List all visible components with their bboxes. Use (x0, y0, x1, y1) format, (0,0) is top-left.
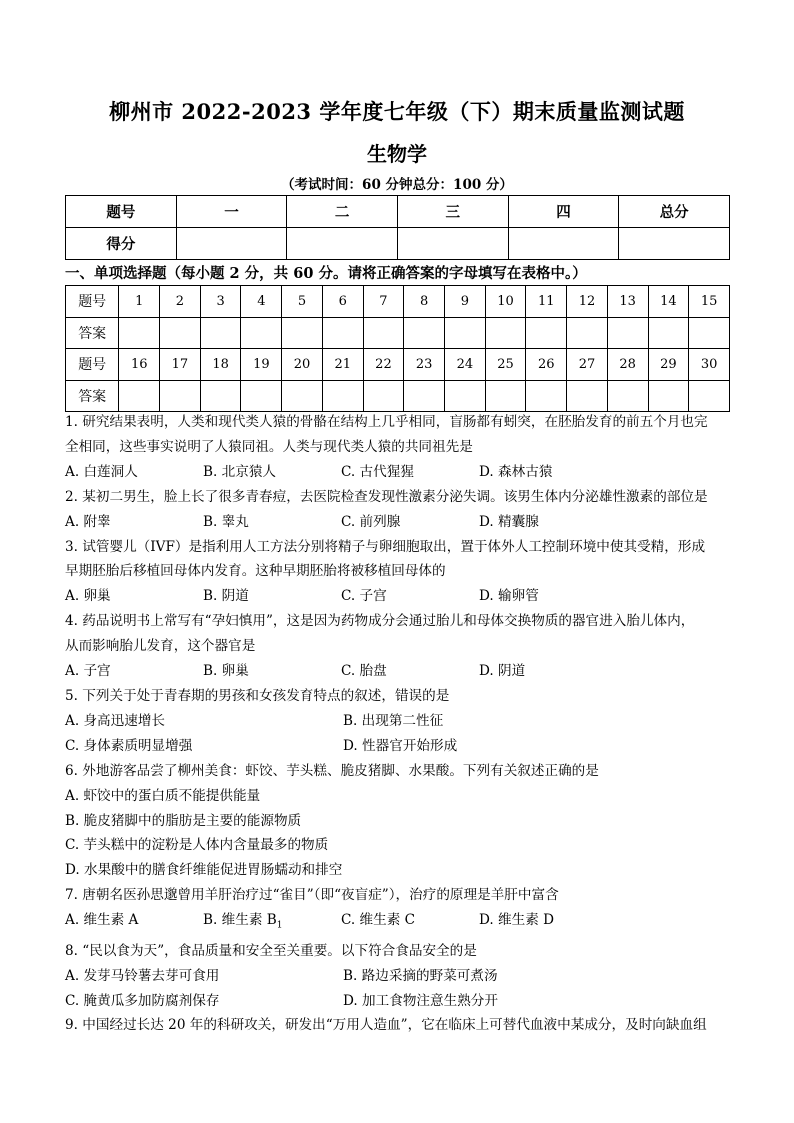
score-value-row (66, 228, 730, 260)
option-c: C. 前列腺 (341, 513, 401, 530)
question-number: 19 (241, 349, 282, 381)
score-header-row (66, 196, 730, 228)
option-b-subscript: 1 (276, 920, 283, 931)
option-a: A. 附睾 (65, 513, 111, 530)
option-d: D. 维生素 D (479, 912, 555, 929)
question-3-options (65, 584, 733, 609)
answer-cell[interactable] (445, 380, 486, 412)
answer-cell[interactable] (363, 380, 404, 412)
option-b: B. 脆皮猪脚中的脂肪是主要的能源物质 (65, 812, 302, 829)
question-8-options-cd (65, 989, 733, 1014)
question-4-options (65, 659, 733, 684)
question-number: 18 (200, 349, 241, 381)
question-1-options (65, 460, 733, 485)
answer-number-row (66, 349, 730, 381)
question-number: 30 (689, 349, 730, 381)
answer-input-row (66, 317, 730, 349)
answer-cell[interactable] (607, 317, 648, 349)
option-b: B. 睾丸 (203, 513, 249, 530)
option-a: A. 卵巢 (65, 588, 111, 605)
question-number: 12 (567, 286, 608, 318)
question-number: 9 (445, 286, 486, 318)
answer-cell[interactable] (119, 317, 160, 349)
option-a: A. 子宫 (65, 663, 111, 680)
subject-title: 生物学 (367, 142, 427, 166)
question-number: 2 (160, 286, 201, 318)
option-b: B. 阴道 (203, 588, 249, 605)
answer-cell[interactable] (567, 380, 608, 412)
question-number: 27 (567, 349, 608, 381)
option-a: A. 身高迅速增长 (65, 712, 166, 729)
question-1-stem: 1. 研究结果表明，人类和现代类人猿的骨骼在结构上几乎相同，盲肠都有蚓突，在胚胎发育的前五个月也完 (65, 414, 708, 430)
question-number: 25 (485, 349, 526, 381)
question-number: 24 (445, 349, 486, 381)
score-cell[interactable] (397, 228, 508, 260)
answer-cell[interactable] (322, 317, 363, 349)
question-number: 16 (119, 349, 160, 381)
answer-cell[interactable] (200, 380, 241, 412)
question-number: 10 (485, 286, 526, 318)
question-8-stem: 8. “民以食为天”，食品质量和安全至关重要。以下符合食品安全的是 (65, 942, 477, 959)
score-col-header: 四 (508, 196, 619, 228)
option-b-text: B. 维生素 B (203, 912, 277, 929)
exam-title: 柳州市 2022-2023 学年度七年级（下）期末质量监测试题 (109, 99, 685, 124)
option-b: B. 卵巢 (203, 663, 249, 680)
question-6-option-d (65, 858, 733, 883)
option-a: A. 发芽马铃薯去芽可食用 (65, 967, 220, 984)
question-1-stem-cont: 全相同，这些事实说明了人猿同祖。人类与现代类人猿的共同祖先是 (65, 438, 473, 455)
answer-number-row (66, 286, 730, 318)
question-5-stem: 5. 下列关于处于青春期的男孩和女孩发育特点的叙述，错误的是 (65, 687, 450, 704)
score-cell[interactable] (508, 228, 619, 260)
score-col-header: 三 (397, 196, 508, 228)
answer-cell[interactable] (689, 380, 730, 412)
answer-cell[interactable] (404, 380, 445, 412)
option-b: B. 路边采摘的野菜可煮汤 (343, 967, 498, 984)
question-3-stem-cont: 早期胚胎后移植回母体内发育。这种早期胚胎将被移植回母体的 (65, 563, 446, 580)
question-number: 11 (526, 286, 567, 318)
question-6-option-b (65, 809, 733, 834)
answer-cell[interactable] (689, 317, 730, 349)
answer-cell[interactable] (445, 317, 486, 349)
question-number: 4 (241, 286, 282, 318)
option-d: D. 水果酸中的膳食纤维能促进胃肠蠕动和排空 (65, 862, 343, 879)
option-d: D. 森林古猿 (479, 463, 553, 480)
option-d: D. 精囊腺 (479, 513, 539, 530)
answer-input-row (66, 380, 730, 412)
question-number: 15 (689, 286, 730, 318)
option-c: C. 维生素 C (341, 912, 416, 929)
score-col-header: 总分 (619, 196, 730, 228)
answer-row-label: 题号 (66, 286, 119, 318)
option-c: C. 芋头糕中的淀粉是人体内含量最多的物质 (65, 837, 329, 854)
option-a: A. 维生素 A (65, 912, 139, 929)
answer-cell[interactable] (322, 380, 363, 412)
question-4-stem-cont: 从而影响胎儿发育，这个器官是 (65, 638, 256, 655)
answer-cell[interactable] (485, 317, 526, 349)
question-number: 26 (526, 349, 567, 381)
answer-cell[interactable] (526, 380, 567, 412)
question-4-stem: 4. 药品说明书上常写有“孕妇慎用”，这是因为药物成分会通过胎儿和母体交换物质的器官进入胎儿体内， (65, 613, 695, 630)
question-9-stem: 9. 中国经过长达 20 年的科研攻关，研发出“万用人造血”，它在临床上可替代血液中某成分，及时向缺血组 (65, 1017, 707, 1034)
answer-cell[interactable] (607, 380, 648, 412)
option-c: C. 腌黄瓜多加防腐剂保存 (65, 992, 220, 1009)
option-d: D. 加工食物注意生熟分开 (343, 992, 498, 1009)
answer-cell[interactable] (160, 380, 201, 412)
question-number: 3 (200, 286, 241, 318)
answer-cell[interactable] (567, 317, 608, 349)
answer-cell[interactable] (526, 317, 567, 349)
question-7-stem: 7. 唐朝名医孙思邈曾用羊肝治疗过“雀目”（即“夜盲症”），治疗的原理是羊肝中富含 (65, 887, 559, 904)
question-6-option-a (65, 784, 733, 809)
score-row-label: 题号 (66, 196, 177, 228)
answer-cell[interactable] (404, 317, 445, 349)
question-number: 5 (282, 286, 323, 318)
question-number: 14 (648, 286, 689, 318)
answer-cell[interactable] (363, 317, 404, 349)
answer-cell[interactable] (200, 317, 241, 349)
option-d: D. 性器官开始形成 (343, 737, 458, 754)
option-a: A. 虾饺中的蛋白质不能提供能量 (65, 787, 261, 804)
question-number: 28 (607, 349, 648, 381)
question-number: 7 (363, 286, 404, 318)
answer-table (65, 285, 730, 412)
answer-cell[interactable] (282, 317, 323, 349)
answer-cell[interactable] (160, 317, 201, 349)
question-list (65, 410, 733, 1038)
score-table (65, 195, 730, 260)
question-6-option-c (65, 833, 733, 858)
question-2-options (65, 510, 733, 535)
answer-cell[interactable] (648, 380, 689, 412)
option-c: C. 古代猩猩 (341, 463, 414, 480)
option-b: B. 出现第二性征 (343, 712, 444, 729)
option-c: C. 子宫 (341, 588, 387, 605)
question-number: 20 (282, 349, 323, 381)
option-d: D. 输卵管 (479, 588, 539, 605)
answer-cell[interactable] (241, 380, 282, 412)
option-c: C. 胎盘 (341, 663, 387, 680)
question-number: 8 (404, 286, 445, 318)
answer-cell[interactable] (648, 317, 689, 349)
score-cell[interactable] (619, 228, 730, 260)
score-row-label: 得分 (66, 228, 177, 260)
answer-row-label: 题号 (66, 349, 119, 381)
question-number: 1 (119, 286, 160, 318)
answer-cell[interactable] (241, 317, 282, 349)
score-cell[interactable] (176, 228, 287, 260)
answer-row-label: 答案 (66, 380, 119, 412)
exam-info: （考试时间：60 分钟总分：100 分） (281, 177, 513, 193)
option-c: C. 身体素质明显增强 (65, 737, 193, 754)
answer-row-label: 答案 (66, 317, 119, 349)
score-cell[interactable] (287, 228, 398, 260)
question-7-options (65, 908, 733, 939)
answer-cell[interactable] (282, 380, 323, 412)
question-number: 21 (322, 349, 363, 381)
question-number: 23 (404, 349, 445, 381)
score-col-header: 一 (176, 196, 287, 228)
section-heading: 一、单项选择题（每小题 2 分，共 60 分。请将正确答案的字母填写在表格中。） (65, 265, 587, 282)
question-5-options-cd (65, 734, 733, 759)
question-number: 6 (322, 286, 363, 318)
question-6-stem: 6. 外地游客品尝了柳州美食：虾饺、芋头糕、脆皮猪脚、水果酸。下列有关叙述正确的是 (65, 762, 599, 779)
answer-cell[interactable] (119, 380, 160, 412)
option-b: B. 北京猿人 (203, 463, 277, 480)
question-8-options-ab (65, 964, 733, 989)
option-d: D. 阴道 (479, 663, 526, 680)
option-b (203, 908, 341, 939)
question-2-stem: 2. 某初二男生，脸上长了很多青春痘，去医院检查发现性激素分泌失调。该男生体内分泌雄性激素的部位是 (65, 488, 708, 505)
answer-cell[interactable] (485, 380, 526, 412)
score-col-header: 二 (287, 196, 398, 228)
option-a: A. 白莲洞人 (65, 463, 138, 480)
question-5-options-ab (65, 709, 733, 734)
question-number: 22 (363, 349, 404, 381)
question-number: 13 (607, 286, 648, 318)
question-number: 17 (160, 349, 201, 381)
question-number: 29 (648, 349, 689, 381)
question-3-stem: 3. 试管婴儿（IVF）是指利用人工方法分别将精子与卵细胞取出，置于体外人工控制环境中使其受精，形成 (65, 538, 706, 555)
